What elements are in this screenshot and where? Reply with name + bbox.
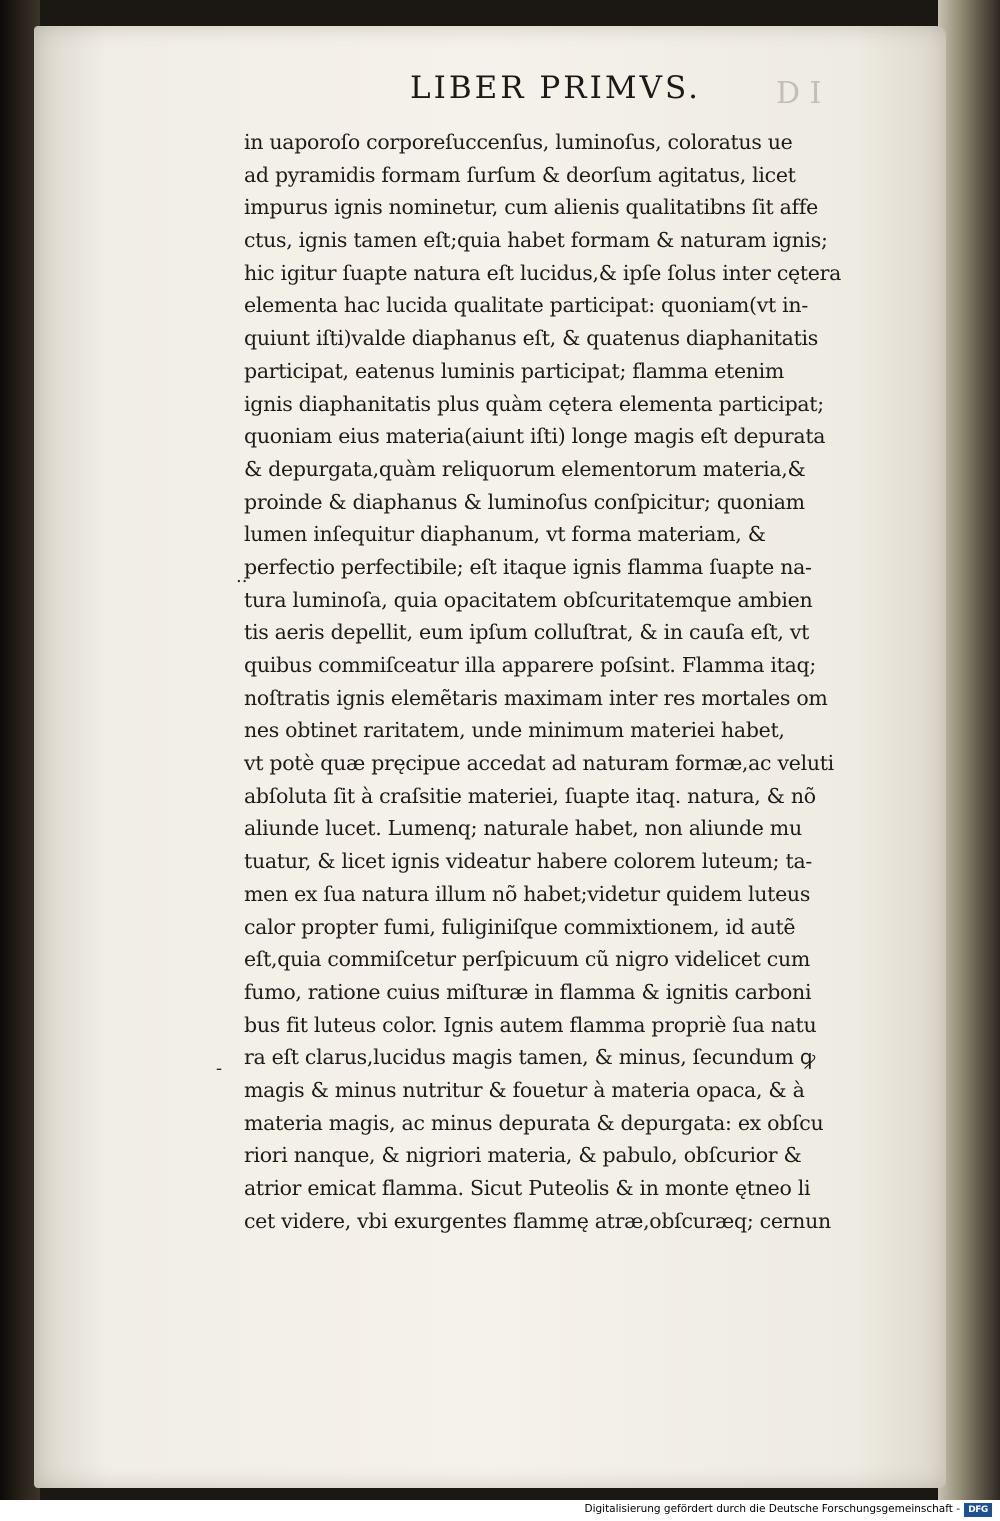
margin-mark: .. xyxy=(236,566,248,587)
funding-credit: Digitalisierung gefördert durch die Deutsche Forschungsgemeinschaft - xyxy=(584,1503,960,1515)
text-line: noſtratis ignis elemẽtaris maximam inter res mortales om xyxy=(244,685,828,710)
text-line: cet videre, vbi exurgentes flammę atræ,obſcuræq; cernun xyxy=(244,1208,831,1233)
footer-bar xyxy=(0,1500,1000,1521)
text-line: ignis diaphanitatis plus quàm cętera elementa participat; xyxy=(244,391,824,416)
text-line: quiunt iſti)valde diaphanus eſt, & quatenus diaphanitatis xyxy=(244,326,818,351)
text-line: abſoluta ſit à craſsitie materiei, ſuapte itaq. natura, & nõ xyxy=(244,783,816,808)
text-line: nes obtinet raritatem, unde minimum materiei habet, xyxy=(244,718,785,743)
text-line: in uaporoſo corporeſuccenſus, luminoſus, coloratus ue xyxy=(244,130,793,154)
text-line: participat, eatenus luminis participat; flamma etenim xyxy=(244,358,785,383)
text-line: tura luminoſa, quia opacitatem obſcuritatemque ambien xyxy=(244,587,813,612)
text-line: calor propter fumi, fuliginiſque commixtionem, id autẽ xyxy=(244,914,796,939)
text-line: ctus, ignis tamen eſt;quia habet formam & naturam ignis; xyxy=(244,228,828,253)
text-line: men ex ſua natura illum nõ habet;videtur quidem luteus xyxy=(244,881,811,906)
running-title: LIBER PRIMVS. xyxy=(410,70,701,106)
text-line: ra eſt clarus,lucidus magis tamen, & minus, ſecundum ꝙ xyxy=(244,1045,815,1070)
text-line: proinde & diaphanus & luminoſus conſpicitur; quoniam xyxy=(244,489,805,514)
margin-mark: - xyxy=(216,1058,223,1079)
text-line: bus fit luteus color. Ignis autem flamma propriè ſua natu xyxy=(244,1012,817,1037)
text-line: fumo, ratione cuius miſturæ in flamma & ignitis carboni xyxy=(244,979,812,1004)
text-line: atrior emicat flamma. Sicut Puteolis & in monte ętneo li xyxy=(244,1176,811,1200)
text-line: tuatur, & licet ignis videatur habere colorem luteum; ta- xyxy=(244,849,812,874)
text-line: & depurgata,quàm reliquorum elementorum materia,& xyxy=(244,456,806,481)
text-line: perfectio perfectibile; eſt itaque ignis flamma ſuapte na- xyxy=(244,554,812,579)
text-line: elementa hac lucida qualitate participat: quoniam(vt in- xyxy=(244,293,808,318)
text-line: hic igitur ſuapte natura eſt lucidus,& ipſe ſolus inter cętera xyxy=(244,260,842,285)
text-line: materia magis, ac minus depurata & depurgata: ex obſcu xyxy=(244,1110,824,1135)
text-line: ad pyramidis formam ſurſum & deorſum agitatus, licet xyxy=(244,162,796,187)
page-stack-edge xyxy=(938,0,1000,1500)
text-line: magis & minus nutritur & fouetur à materia opaca, & à xyxy=(244,1077,805,1102)
page-body-text xyxy=(244,126,924,1237)
show-through-text: D I xyxy=(776,76,822,111)
text-line: vt potè quæ pręcipue accedat ad naturam formæ,ac veluti xyxy=(244,751,834,776)
dfg-logo: DFG xyxy=(964,1503,992,1517)
text-line: quibus commiſceatur illa apparere poſsint. Flamma itaq; xyxy=(244,653,816,677)
text-line: tis aeris depellit, eum ipſum colluſtrat, & in cauſa eſt, vt xyxy=(244,620,810,645)
text-line: eſt,quia commiſcetur perſpicuum cũ nigro videlicet cum xyxy=(244,947,811,972)
text-line: lumen inſequitur diaphanum, vt forma materiam, & xyxy=(244,522,766,547)
text-line: riori nanque, & nigriori materia, & pabulo, obſcurior & xyxy=(244,1143,802,1168)
text-line: quoniam eius materia(aiunt iſti) longe magis eſt depurata xyxy=(244,424,826,449)
text-line: aliunde lucet. Lumenq; naturale habet, non aliunde mu xyxy=(244,816,802,841)
text-line: impurus ignis nominetur, cum alienis qualitatibns ſit affe xyxy=(244,195,818,220)
